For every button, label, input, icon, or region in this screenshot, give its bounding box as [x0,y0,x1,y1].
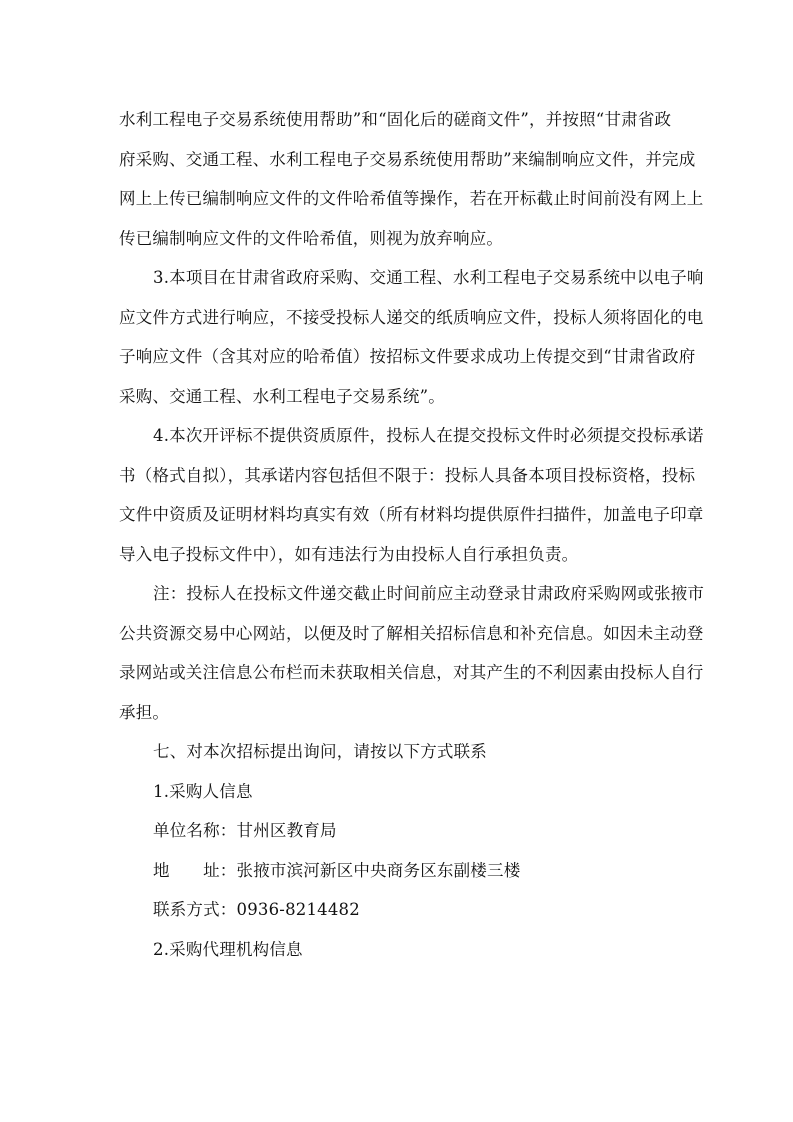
paragraph-note [119,574,705,732]
text-line: 传已编制响应文件的文件哈希值，则视为放弃响应。 [119,228,504,248]
text-line: 导入电子投标文件中），如有违法行为由投标人自行承担负责。 [119,544,579,564]
unit-name-label: 单位名称： [153,821,237,840]
address-row [119,851,683,891]
section-heading: 七、对本次招标提出询问，请按以下方式联系 [153,742,487,761]
paragraph-item-4 [119,416,704,574]
text-line: 采购、交通工程、水利工程电子交易系统”。 [119,386,445,406]
text-line: 应文件方式进行响应，不接受投标人递交的纸质响应文件，投标人须将固化的电 [119,307,704,327]
paragraph-continuation [119,100,704,258]
text-line: 文件中资质及证明材料均真实有效（所有材料均提供原件扫描件，加盖电子印章 [119,505,704,524]
text-line: 网上上传已编制响应文件的文件哈希值等操作，若在开标截止时间前没有网上上 [119,189,704,208]
address-label: 地 址： [153,860,237,880]
address-value: 张掖市滨河新区中央商务区东副楼三楼 [236,860,521,880]
unit-name-row [119,811,683,851]
text-line: 录网站或关注信息公布栏而未获取相关信息，对其产生的不利因素由投标人自行 [119,663,704,682]
paragraph-item-3 [119,258,704,416]
text-line: 4.本次开评标不提供资质原件，投标人在提交投标文件时必须提交投标承诺 [153,426,704,445]
unit-name-value: 甘州区教育局 [236,821,337,840]
text-line: 水利工程电子交易系统使用帮助”和“固化后的磋商文件”，并按照“甘肃省政 [119,110,672,129]
text-line: 府采购、交通工程、水利工程电子交易系统使用帮助”来编制响应文件，并完成 [119,149,696,169]
agency-title: 2.采购代理机构信息 [153,939,303,959]
text-line: 注：投标人在投标文件递交截止时间前应主动登录甘肃政府采购网或张掖市 [153,584,705,603]
text-line: 子响应文件（含其对应的哈希值）按招标文件要求成功上传提交到“甘肃省政府 [119,347,696,366]
contact-label: 联系方式： [153,900,237,919]
text-line: 公共资源交易中心网站，以便及时了解相关招标信息和补充信息。如因未主动登 [119,623,704,643]
text-line: 3.本项目在甘肃省政府采购、交通工程、水利工程电子交易系统中以电子响 [153,268,704,287]
text-line: 承担。 [119,702,170,722]
purchaser-title: 1.采购人信息 [153,781,253,801]
text-line: 书（格式自拟），其承诺内容包括但不限于：投标人具备本项目投标资格，投标 [119,465,696,485]
contact-value: 0936-8214482 [236,900,360,919]
section-contact [119,732,683,969]
contact-row [119,890,683,930]
